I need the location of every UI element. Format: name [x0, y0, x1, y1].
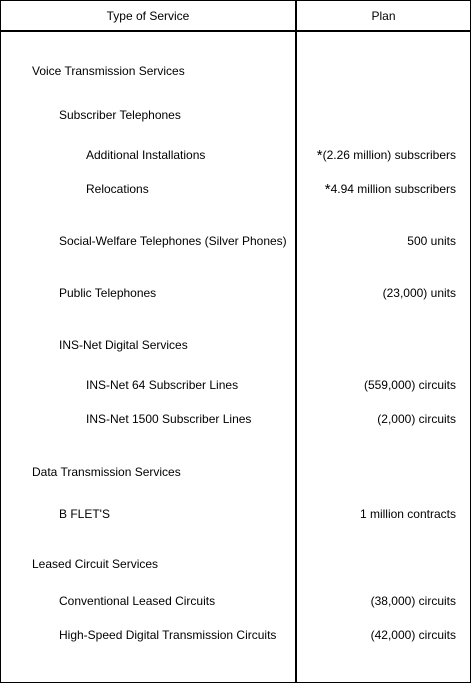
- table-row: [1, 556, 470, 572]
- column-header-plan: Plan: [371, 9, 396, 23]
- service-label: INS-Net 1500 Subscriber Lines: [86, 412, 252, 426]
- plan-value: [360, 506, 456, 522]
- table-row: [1, 233, 470, 249]
- plan-value: [364, 377, 456, 393]
- plan-value-text: (2.26 million) subscribers: [322, 148, 456, 162]
- plan-value-text: (23,000) units: [382, 286, 456, 300]
- section-heading: Voice Transmission Services: [32, 64, 185, 78]
- table-row: [1, 627, 470, 643]
- plan-value: [407, 233, 456, 249]
- plan-value: [325, 181, 456, 197]
- header-divider: [1, 30, 470, 32]
- plan-value: [377, 411, 456, 427]
- table-row: [1, 285, 470, 301]
- plan-value-text: 1 million contracts: [359, 507, 456, 521]
- section-heading: Leased Circuit Services: [32, 557, 159, 571]
- service-label: Public Telephones: [59, 286, 157, 300]
- service-label: Additional Installations: [86, 148, 206, 162]
- asterisk-mark: *: [316, 147, 323, 164]
- section-heading: Data Transmission Services: [32, 465, 181, 479]
- table-row: [1, 411, 470, 427]
- plan-value-text: (38,000) circuits: [370, 594, 456, 608]
- service-label: Subscriber Telephones: [59, 108, 181, 122]
- plan-value-text: (42,000) circuits: [370, 628, 456, 642]
- plan-value: [371, 627, 456, 643]
- table-row: [1, 593, 470, 609]
- table-row: [1, 147, 470, 163]
- asterisk-mark: *: [324, 181, 331, 198]
- column-header-type-of-service: Type of Service: [106, 9, 190, 23]
- table-row: [1, 506, 470, 522]
- plan-value-text: 500 units: [407, 234, 456, 248]
- plan-value-text: (559,000) circuits: [363, 378, 456, 392]
- service-label: Conventional Leased Circuits: [59, 594, 216, 608]
- plan-value: [383, 285, 456, 301]
- plan-value: [317, 147, 456, 163]
- service-label: INS-Net Digital Services: [59, 338, 188, 352]
- service-label: B FLET'S: [59, 507, 110, 521]
- service-label: High-Speed Digital Transmission Circuits: [59, 628, 277, 642]
- table-row: [1, 337, 470, 353]
- table-row: [1, 464, 470, 480]
- table-row: [1, 63, 470, 79]
- service-label: Social-Welfare Telephones (Silver Phones): [59, 234, 287, 248]
- table-row: [1, 377, 470, 393]
- plan-value: [371, 593, 456, 609]
- plan-value-text: (2,000) circuits: [377, 412, 456, 426]
- table-row: [1, 107, 470, 123]
- service-label: Relocations: [86, 182, 149, 196]
- plan-value-text: 4.94 million subscribers: [330, 182, 456, 196]
- service-label: INS-Net 64 Subscriber Lines: [86, 378, 239, 392]
- table-row: [1, 181, 470, 197]
